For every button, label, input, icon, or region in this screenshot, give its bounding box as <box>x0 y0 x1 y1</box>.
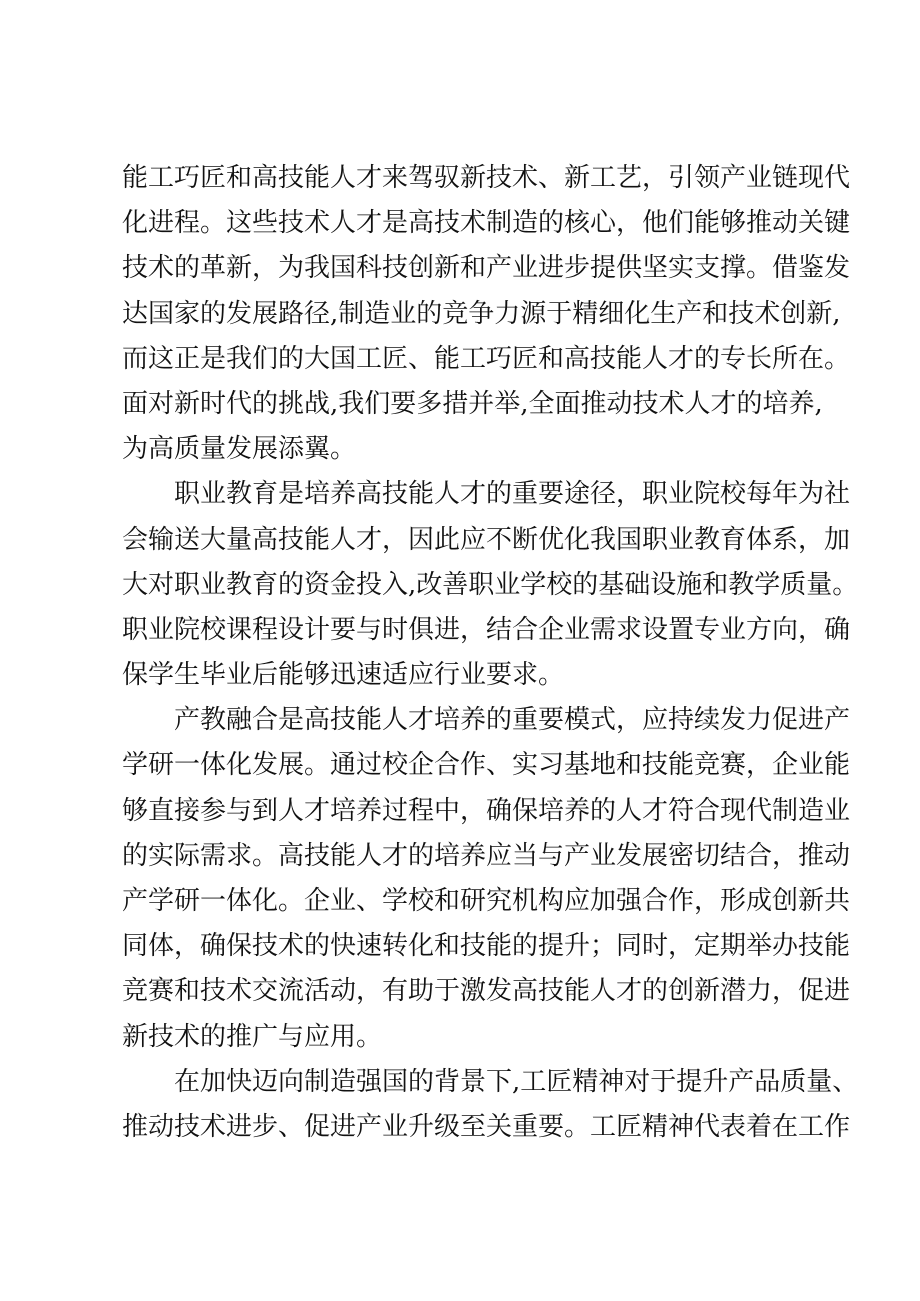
text-line: 职业教育是培养高技能人才的重要途径，职业院校每年为社 <box>174 479 851 510</box>
document-body <box>122 156 859 1150</box>
text-line: 面对新时代的挑战,我们要多措并举,全面推动技术人才的培养, <box>122 388 823 419</box>
paragraph <box>122 1060 859 1150</box>
text-line: 大对职业教育的资金投入,改善职业学校的基础设施和教学质量。 <box>122 569 859 600</box>
text-line: 会输送大量高技能人才，因此应不断优化我国职业教育体系，加 <box>122 524 851 555</box>
text-line: 达国家的发展路径,制造业的竞争力源于精细化生产和技术创新, <box>122 298 841 329</box>
text-line: 职业院校课程设计要与时俱进，结合企业需求设置专业方向，确 <box>122 614 851 645</box>
text-line: 化进程。这些技术人才是高技术制造的核心，他们能够推动关键 <box>122 208 851 239</box>
text-line: 产学研一体化。企业、学校和研究机构应加强合作，形成创新共 <box>122 886 851 916</box>
text-line: 而这正是我们的大国工匠、能工巧匠和高技能人才的专长所在。 <box>122 343 851 374</box>
text-line: 保学生毕业后能够迅速适应行业要求。 <box>122 660 565 691</box>
text-line: 竞赛和技术交流活动，有助于激发高技能人才的创新潜力，促进 <box>122 976 851 1007</box>
text-line: 学研一体化发展。通过校企合作、实习基地和技能竞赛，企业能 <box>122 750 851 781</box>
text-line: 够直接参与到人才培养过程中，确保培养的人才符合现代制造业 <box>122 795 851 826</box>
text-line: 推动技术进步、促进产业升级至关重要。工匠精神代表着在工作 <box>122 1111 851 1142</box>
text-line: 能工巧匠和高技能人才来驾驭新技术、新工艺，引领产业链现代 <box>122 163 851 193</box>
text-line: 的实际需求。高技能人才的培养应当与产业发展密切结合，推动 <box>122 840 851 871</box>
text-line: 同体，确保技术的快速转化和技能的提升；同时，定期举办技能 <box>122 931 851 962</box>
text-line: 新技术的推广与应用。 <box>122 1021 383 1052</box>
text-line: 技术的革新，为我国科技创新和产业进步提供坚实支撑。借鉴发 <box>122 253 851 284</box>
text-line: 产教融合是高技能人才培养的重要模式，应持续发力促进产 <box>174 705 851 736</box>
paragraph <box>122 156 851 472</box>
text-line: 在加快迈向制造强国的背景下,工匠精神对于提升产品质量、 <box>174 1066 859 1097</box>
paragraph <box>122 472 859 698</box>
text-line: 为高质量发展添翼。 <box>122 434 357 465</box>
paragraph <box>122 698 851 1060</box>
